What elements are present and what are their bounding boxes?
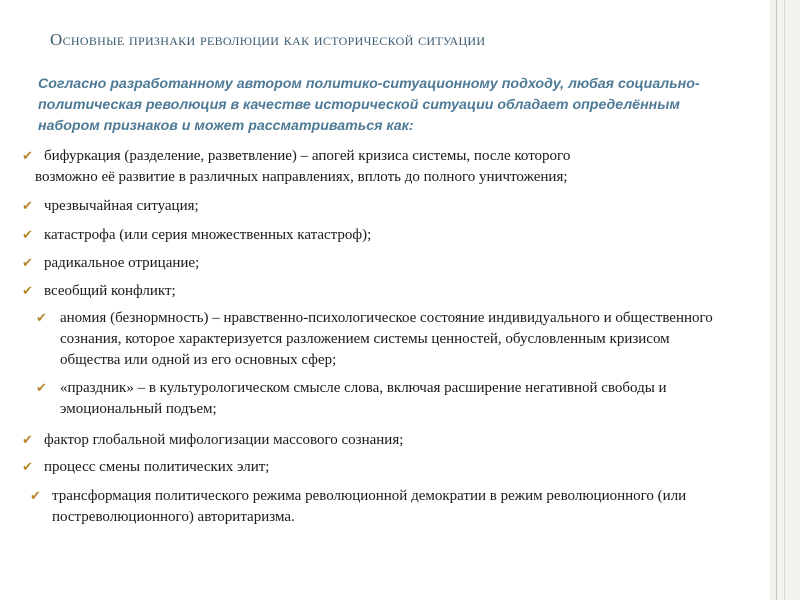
check-icon: ✔ bbox=[30, 489, 41, 504]
intro-paragraph: Согласно разработанному автором политико-ситуационному подходу, любая социально-политическая революция в качестве исторической ситуации обладает определённым набором признаков и может рассматриваться как: bbox=[38, 76, 700, 134]
slide-title: Основные признаки революции как исторической ситуации bbox=[50, 30, 486, 49]
check-icon: ✔ bbox=[22, 228, 33, 243]
check-icon: ✔ bbox=[22, 149, 33, 164]
list-item-text: всеобщий конфликт; bbox=[44, 283, 176, 299]
list-item-text: «праздник» – в культурологическом смысле слова, включая расширение негативной свободы и эмоциональный подъем; bbox=[60, 380, 667, 417]
list-item bbox=[22, 225, 722, 246]
list-item-text: бифуркация (разделение, разветвление) – апогей кризиса системы, после которого bbox=[44, 148, 571, 164]
list-item-text: аномия (безнормность) – нравственно-психологическое состояние индивидуального и общественного сознания, которое характеризуется разложением системы ценностей, обусловленным кризисом общества или одной из его основных сфер; bbox=[60, 310, 713, 368]
list-item-text: чрезвычайная ситуация; bbox=[44, 198, 199, 214]
check-icon: ✔ bbox=[22, 433, 33, 448]
check-icon: ✔ bbox=[36, 381, 47, 396]
list-item-text-continued: возможно её развитие в различных направлениях, вплоть до полного уничтожения; bbox=[35, 169, 568, 185]
list-item bbox=[22, 281, 722, 302]
check-icon: ✔ bbox=[22, 460, 33, 475]
list-item bbox=[36, 378, 726, 420]
list-item bbox=[22, 253, 722, 274]
list-item-text: катастрофа (или серия множественных катастроф); bbox=[44, 227, 372, 243]
list-item-text: фактор глобальной мифологизации массового сознания; bbox=[44, 432, 404, 448]
check-icon: ✔ bbox=[22, 284, 33, 299]
list-item bbox=[36, 308, 726, 371]
decorative-right-border bbox=[770, 0, 800, 600]
border-line bbox=[776, 0, 777, 600]
list-item bbox=[22, 457, 722, 478]
list-item-text: радикальное отрицание; bbox=[44, 255, 200, 271]
list-item bbox=[22, 196, 722, 217]
check-icon: ✔ bbox=[22, 199, 33, 214]
list-item bbox=[22, 146, 722, 188]
check-icon: ✔ bbox=[22, 256, 33, 271]
list-item bbox=[22, 430, 722, 451]
check-icon: ✔ bbox=[36, 311, 47, 326]
list-item bbox=[30, 486, 720, 528]
list-item-text: процесс смены политических элит; bbox=[44, 459, 270, 475]
list-item-text: трансформация политического режима революционной демократии в режим революционного (или постреволюционного) авторитаризма. bbox=[52, 488, 687, 525]
border-line bbox=[784, 0, 785, 600]
